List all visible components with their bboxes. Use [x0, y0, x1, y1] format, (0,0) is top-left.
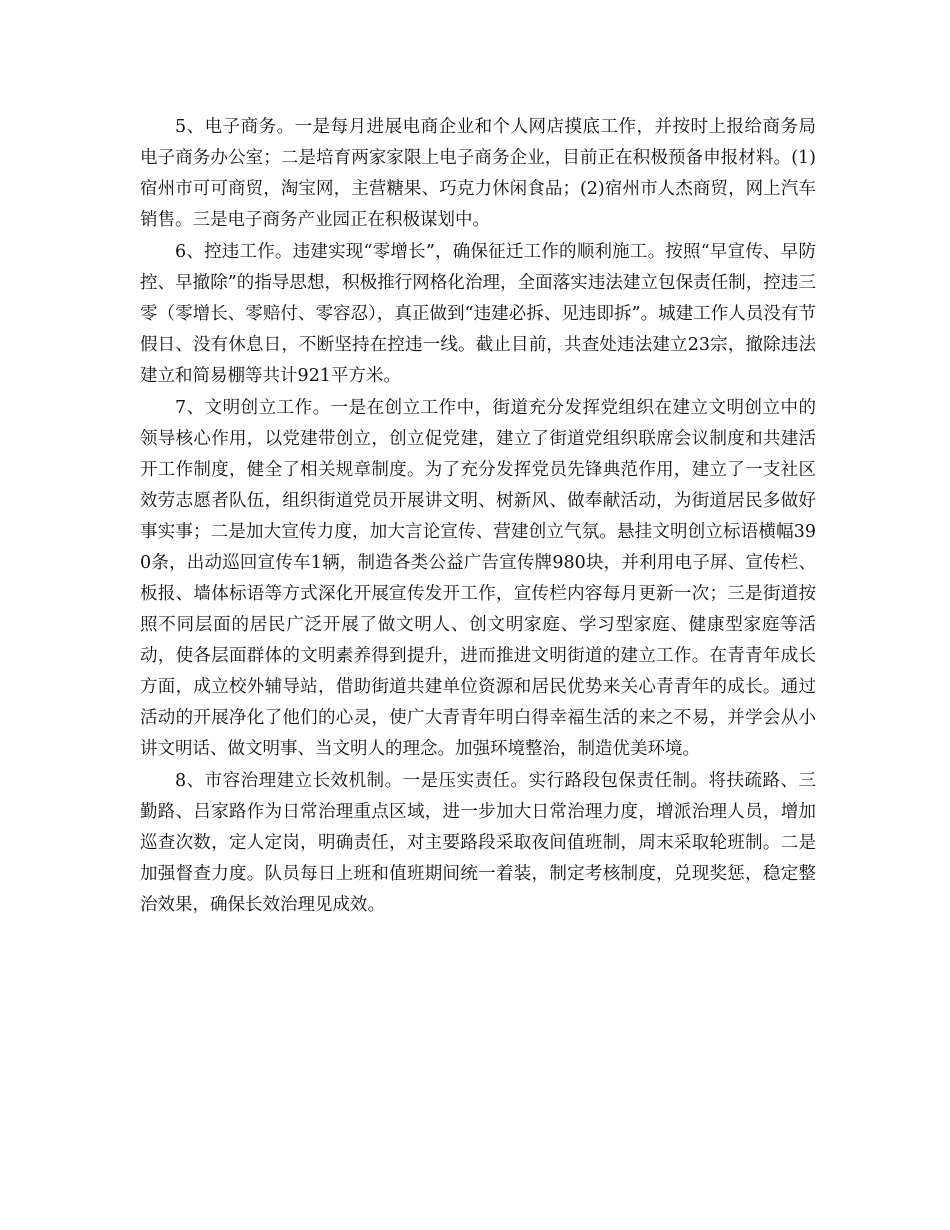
- paragraph-illegal-construction-control: 6、控违工作。违建实现“零增长”，确保征迁工作的顺利施工。按照“早宣传、早防控、早撤除”的指导思想，积极推行网格化治理，全面落实违法建立包保责任制，控违三零（零增长、零赔付、零容忍），真正做到“违建必拆、见违即拆”。城建工作人员没有节假日、没有休息日，不断坚持在控违一线。截止目前，共查处违法建立23宗，撤除违法建立和简易棚等共计921平方米。: [140, 242, 816, 386]
- document-body: [140, 112, 816, 922]
- paragraph-city-appearance-management: 8、市容治理建立长效机制。一是压实责任。实行路段包保责任制。将扶疏路、三勤路、吕家路作为日常治理重点区域，进一步加大日常治理力度，增派治理人员，增加巡查次数，定人定岗，明确责任，对主要路段采取夜间值班制，周末采取轮班制。二是加强督查力度。队员每日上班和值班期间统一着装，制定考核制度，兑现奖惩，稳定整治效果，确保长效治理见成效。: [140, 771, 816, 915]
- paragraph-ecommerce: 5、电子商务。一是每月进展电商企业和个人网店摸底工作，并按时上报给商务局电子商务办公室；二是培育两家家限上电子商务企业，目前正在积极预备申报材料。(1)宿州市可可商贸，淘宝网，主营糖果、巧克力休闲食品；(2)宿州市人杰商贸，网上汽车销售。三是电子商务产业园正在积极谋划中。: [140, 117, 816, 230]
- paragraph-civilization-creation: 7、文明创立工作。一是在创立工作中，街道充分发挥党组织在建立文明创立中的领导核心作用，以党建带创立，创立促党建，建立了街道党组织联席会议制度和共建活开工作制度，健全了相关规章制度。为了充分发挥党员先锋典范作用，建立了一支社区效劳志愿者队伍，组织街道党员开展讲文明、树新风、做奉献活动，为街道居民多做好事实事；二是加大宣传力度，加大言论宣传、营建创立气氛。悬挂文明创立标语横幅390条，出动巡回宣传车1辆，制造各类公益广告宣传牌980块，并利用电子屏、宣传栏、板报、墙体标语等方式深化开展宣传发开工作，宣传栏内容每月更新一次；三是街道按照不同层面的居民广泛开展了做文明人、创文明家庭、学习型家庭、健康型家庭等活动，使各层面群体的文明素养得到提升，进而推进文明街道的建立工作。在青青年成长方面，成立校外辅导站，借助街道共建单位资源和居民优势来关心青青年的成长。通过活动的开展净化了他们的心灵，使广大青青年明白得幸福生活的来之不易，并学会从小讲文明话、做文明事、当文明人的理念。加强环境整治，制造优美环境。: [140, 398, 816, 759]
